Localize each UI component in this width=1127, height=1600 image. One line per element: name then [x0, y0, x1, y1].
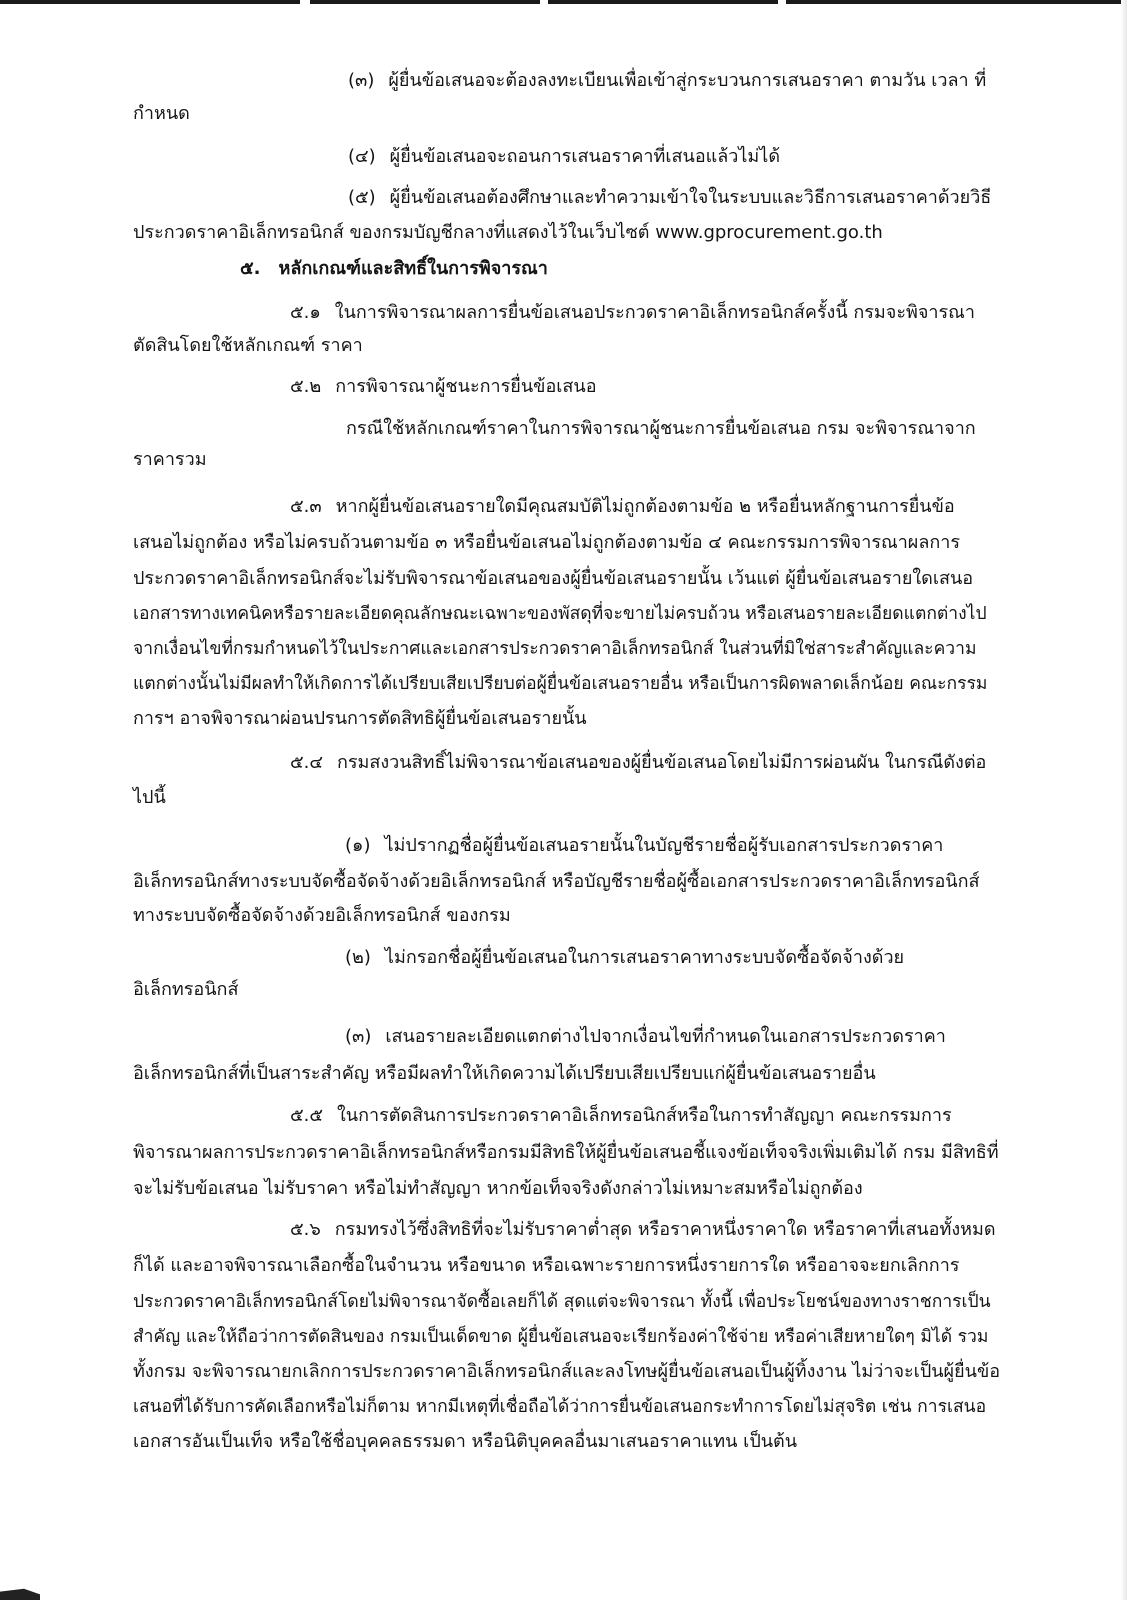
line-text: เสนอไม่ถูกต้อง หรือไม่ครบถ้วนตามข้อ ๓ หรือยื่นข้อเสนอไม่ถูกต้องตามข้อ ๔ คณะกรรมการพิจารณาผลการ [133, 532, 961, 553]
item-number: (๑) [345, 835, 371, 856]
paragraph-line [133, 671, 987, 697]
line-text: สำคัญ และให้ถือว่าการตัดสินของ กรมเป็นเด็ดขาด ผู้ยื่นข้อเสนอจะเรียกร้องค่าใช้จ่าย หรือค่าเสียหายใดๆ มิได้ รวม [133, 1327, 989, 1347]
paragraph-line [133, 706, 587, 732]
paragraph-line [290, 374, 597, 400]
line-text: ก็ได้ และอาจพิจารณาเลือกซื้อในจำนวน หรือขนาด หรือเฉพาะรายการหนึ่งรายการใด หรืออาจจะยกเลิกการ [133, 1255, 960, 1276]
paragraph-line [133, 530, 960, 556]
line-text: ตัดสินโดยใช้หลักเกณฑ์ ราคา [133, 335, 363, 356]
line-text: ผู้ยื่นข้อเสนอจะต้องลงทะเบียนเพื่อเข้าสู่กระบวนการเสนอราคา ตามวัน เวลา ที่ [388, 70, 987, 91]
paragraph-line [133, 1061, 876, 1087]
item-number: (๒) [345, 947, 371, 968]
line-text: เสนอรายละเอียดแตกต่างไปจากเงื่อนไขที่กำหนดในเอกสารประกวดราคา [385, 1026, 946, 1047]
paragraph-line [133, 601, 987, 627]
scan-edge-right [1121, 0, 1127, 1600]
paragraph-line [133, 566, 973, 592]
section-number: ๕. [240, 258, 261, 279]
line-text: การพิจารณาผู้ชนะการยื่นข้อเสนอ [335, 376, 597, 397]
paragraph-line [345, 833, 943, 859]
paragraph-line [133, 869, 979, 895]
paragraph-line [133, 1429, 797, 1455]
paragraph-line [348, 144, 780, 170]
paragraph-line [133, 333, 363, 359]
line-text: กรมสงวนสิทธิ์ไม่พิจารณาข้อเสนอของผู้ยื่นข้อเสนอโดยไม่มีการผ่อนผัน ในกรณีดังต่อ [336, 752, 987, 773]
paragraph-line [290, 1217, 996, 1243]
paragraph-line [133, 1359, 1000, 1385]
line-text: หากผู้ยื่นข้อเสนอรายใดมีคุณสมบัติไม่ถูกต้องตามข้อ ๒ หรือยื่นหลักฐานการยื่นข้อ [335, 496, 955, 517]
paragraph-line [133, 1324, 988, 1350]
paragraph-line [345, 945, 904, 971]
paragraph-line [133, 1253, 959, 1279]
paragraph-line [348, 185, 991, 211]
clause-number: ๕.๕ [290, 1105, 323, 1126]
paragraph-line [290, 494, 955, 520]
paragraph-line [133, 1394, 986, 1420]
clause-number: ๕.๑ [290, 302, 321, 323]
line-text: อิเล็กทรอนิกส์ที่เป็นสาระสำคัญ หรือมีผลทำให้เกิดความได้เปรียบเสียเปรียบแก่ผู้ยื่นข้อเสนอรายอื่น [133, 1063, 876, 1084]
line-text: ประกวดราคาอิเล็กทรอนิกส์โดยไม่พิจารณาจัดซื้อเลยก็ได้ สุดแต่จะพิจารณา ทั้งนี้ เพื่อประโยชน์ของทางราชการเป็น [133, 1292, 991, 1312]
paragraph-line [290, 1103, 952, 1129]
line-text: กำหนด [133, 103, 190, 124]
clause-number: ๕.๓ [290, 496, 322, 517]
line-text: เสนอที่ได้รับการคัดเลือกหรือไม่ก็ตาม หากมีเหตุที่เชื่อถือได้ว่าการยื่นข้อเสนอกระทำการโดยไม่สุจริต เช่น การเสนอ [133, 1397, 987, 1417]
item-number: (๕) [348, 187, 376, 208]
paragraph-line [345, 1024, 946, 1050]
paragraph-line [133, 636, 976, 662]
line-text: กรมทรงไว้ซึ่งสิทธิที่จะไม่รับราคาต่ำสุด หรือราคาหนึ่งราคาใด หรือราคาที่เสนอทั้งหมด [334, 1219, 996, 1240]
line-text: ทั้งกรม จะพิจารณายกเลิกการประกวดราคาอิเล็กทรอนิกส์และลงโทษผู้ยื่นข้อเสนอเป็นผู้ทิ้งงาน ไม่ว่าจะเป็นผู้ยื่นข้อ [133, 1361, 1001, 1382]
line-text: ประกวดราคาอิเล็กทรอนิกส์ ของกรมบัญชีกลางที่แสดงไว้ในเว็บไซต์ www.gprocurement.go.th [133, 222, 883, 243]
line-text: ในการตัดสินการประกวดราคาอิเล็กทรอนิกส์หรือในการทำสัญญา คณะกรรมการ [336, 1105, 952, 1126]
section-heading [240, 256, 548, 282]
line-text: ประกวดราคาอิเล็กทรอนิกส์จะไม่รับพิจารณาข้อเสนอของผู้ยื่นข้อเสนอรายนั้น เว้นแต่ ผู้ยื่นข้อเสนอรายใดเสนอ [133, 568, 974, 589]
line-text: เอกสารทางเทคนิคหรือรายละเอียดคุณลักษณะเฉพาะของพัสดุที่จะขายไม่ครบถ้วน หรือเสนอรายละเอียดแตกต่างไป [133, 604, 987, 624]
line-text: จะไม่รับข้อเสนอ ไม่รับราคา หรือไม่ทำสัญญา หากข้อเท็จจริงดังกล่าวไม่เหมาะสมหรือไม่ถูกต้อง [133, 1178, 863, 1199]
line-text: พิจารณาผลการประกวดราคาอิเล็กทรอนิกส์หรือกรมมีสิทธิให้ผู้ยื่นข้อเสนอชี้แจงข้อเท็จจริงเพิ่มเติมได้ กรม มีสิทธิที่ [133, 1142, 999, 1163]
section-title: หลักเกณฑ์และสิทธิ์ในการพิจารณา [278, 258, 548, 279]
paragraph-line [348, 68, 986, 94]
line-text: อิเล็กทรอนิกส์ทางระบบจัดซื้อจัดจ้างด้วยอิเล็กทรอนิกส์ หรือบัญชีรายชื่อผู้ซื้อเอกสารประกวดราคาอิเล็กทรอนิกส์ [133, 871, 980, 892]
line-text: ราคารวม [133, 449, 207, 470]
line-text: จากเงื่อนไขที่กรมกำหนดไว้ในประกาศและเอกสารประกวดราคาอิเล็กทรอนิกส์ ในส่วนที่มิใช่สาระสำคัญและความ [133, 639, 977, 659]
paragraph-line [133, 977, 238, 1003]
paragraph-line [346, 416, 976, 442]
line-text: กรณีใช้หลักเกณฑ์ราคาในการพิจารณาผู้ชนะการยื่นข้อเสนอ กรม จะพิจารณาจาก [346, 418, 976, 439]
paragraph-line [133, 101, 190, 127]
paragraph-line [290, 750, 986, 776]
item-number: (๓) [345, 1026, 372, 1047]
paragraph-line [133, 1289, 991, 1315]
line-text: ทางระบบจัดซื้อจัดจ้างด้วยอิเล็กทรอนิกส์ ของกรม [133, 905, 511, 926]
line-text: ไม่ปรากฏชื่อผู้ยื่นข้อเสนอรายนั้นในบัญชีรายชื่อผู้รับเอกสารประกวดราคา [384, 835, 944, 856]
item-number: (๓) [348, 70, 375, 91]
line-text: ผู้ยื่นข้อเสนอจะถอนการเสนอราคาที่เสนอแล้วไม่ได้ [389, 146, 781, 167]
line-text: อิเล็กทรอนิกส์ [133, 979, 239, 1000]
clause-number: ๕.๔ [290, 752, 323, 773]
line-text: ไปนี้ [133, 787, 166, 808]
scan-edge-top [0, 0, 1127, 8]
paragraph-line [133, 785, 166, 811]
paragraph-line [133, 1140, 999, 1166]
line-text: แตกต่างนั้นไม่มีผลทำให้เกิดการได้เปรียบเสียเปรียบต่อผู้ยื่นข้อเสนอรายอื่น หรือเป็นการผิดพลาดเล็กน้อย คณะกรรม [133, 674, 988, 694]
clause-number: ๕.๒ [290, 376, 322, 397]
paragraph-line [133, 1176, 863, 1202]
item-number: (๔) [348, 146, 376, 167]
clause-number: ๕.๖ [290, 1219, 321, 1240]
line-text: การฯ อาจพิจารณาผ่อนปรนการตัดสิทธิผู้ยื่นข้อเสนอรายนั้น [133, 708, 587, 729]
paragraph-line [133, 903, 511, 929]
paragraph-line [133, 220, 883, 246]
line-text: ไม่กรอกชื่อผู้ยื่นข้อเสนอในการเสนอราคาทางระบบจัดซื้อจัดจ้างด้วย [384, 947, 905, 968]
scan-corner-mark [0, 1586, 40, 1600]
line-text: เอกสารอันเป็นเท็จ หรือใช้ชื่อบุคคลธรรมดา หรือนิติบุคคลอื่นมาเสนอราคาแทน เป็นต้น [133, 1431, 798, 1452]
paragraph-line [290, 300, 975, 326]
paragraph-line [133, 447, 207, 473]
line-text: ผู้ยื่นข้อเสนอต้องศึกษาและทำความเข้าใจในระบบและวิธีการเสนอราคาด้วยวิธี [389, 187, 992, 208]
line-text: ในการพิจารณาผลการยื่นข้อเสนอประกวดราคาอิเล็กทรอนิกส์ครั้งนี้ กรมจะพิจารณา [334, 302, 975, 323]
